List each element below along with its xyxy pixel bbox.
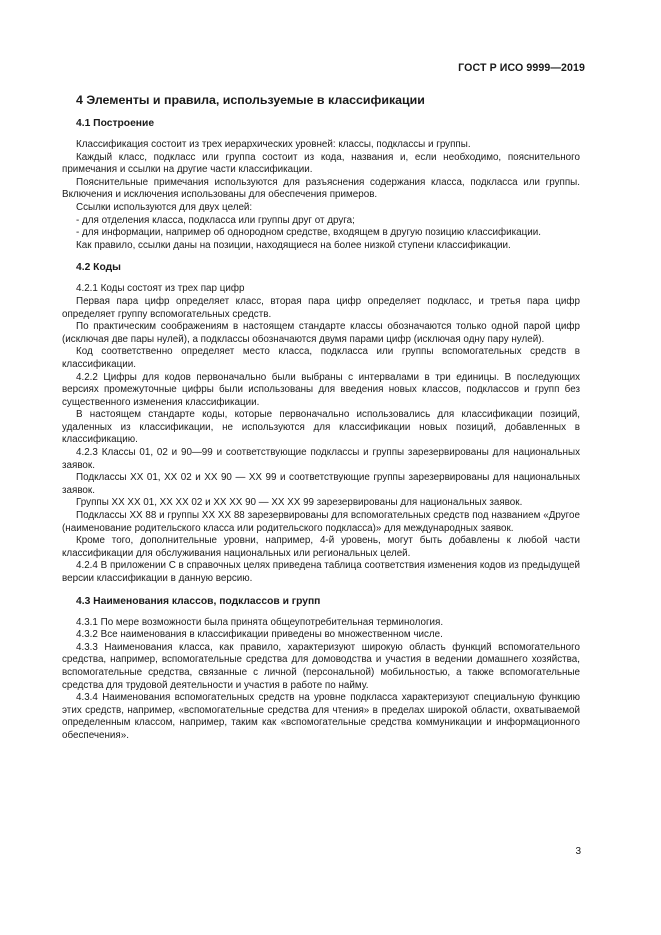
paragraph: 4.2.2 Цифры для кодов первоначально были выбраны с интервалами в три единицы. В последующих версиях промежуточные цифры были использованы для введения новых классов, подклассов и групп без существенного изменения классификации. bbox=[62, 371, 580, 408]
subsection-title-4-2: 4.2 Коды bbox=[76, 262, 121, 274]
paragraph: 4.2.3 Классы 01, 02 и 90—99 и соответствующие подклассы и группы зарезервированы для национальных заявок. bbox=[62, 447, 580, 471]
paragraph: Подклассы XX 88 и группы XX XX 88 зарезервированы для вспомогательных средств под названием «Другое (наименование родительского класса или родительского подкласса)» для международных заявок. bbox=[62, 510, 580, 534]
paragraph: В настоящем стандарте коды, которые первоначально использовались для классификации позиций, удаленных из классификации, не используются для классификации новых позиций, добавленных в классификацию. bbox=[62, 409, 580, 446]
paragraph: 4.2.1 Коды состоят из трех пар цифр bbox=[76, 283, 245, 295]
paragraph: Кроме того, дополнительные уровни, например, 4-й уровень, могут быть добавлены к любой части классификации для обслуживания национальных или региональных целей. bbox=[62, 535, 580, 559]
list-item: - для отделения класса, подкласса или группы друг от друга; bbox=[76, 214, 355, 226]
paragraph: Пояснительные примечания используются для разъяснения содержания класса, подкласса или группы. Включения и исключения использованы для обеспечения примеров. bbox=[62, 176, 580, 201]
paragraph: 4.3.3 Наименования класса, как правило, характеризуют широкую область функций вспомогательного средства, например, вспомогательные средства для домоводства и участия в ведении домашнего хозяйства, вспомогательные средства, связанные с личной (персональной) мобильностью, а также вспомогательные средства для трудовой деятельности и участия в работе по найму. bbox=[62, 641, 580, 691]
paragraph: По практическим соображениям в настоящем стандарте классы обозначаются только одной парой цифр (исключая две пары нулей), а подклассы обозначаются двумя парами цифр (исключая одну пару нулей). bbox=[62, 321, 580, 345]
paragraph: Как правило, ссылки даны на позиции, находящиеся на более низкой ступени классификации. bbox=[76, 239, 511, 251]
paragraph: Ссылки используются для двух целей: bbox=[76, 201, 253, 213]
paragraph: 4.2.4 В приложении С в справочных целях приведена таблица соответствия изменения кодов из предыдущей версии классификации в данную версию. bbox=[62, 560, 580, 584]
subsection-title-4-1: 4.1 Построение bbox=[76, 118, 155, 129]
page-number: 3 bbox=[575, 846, 581, 857]
paragraph: 4.3.4 Наименования вспомогательных средств на уровне подкласса характеризуют специальную функцию этих средств, например, «вспомогательные средства для чтения» в пределах широкой области, охватываемой определенным классом, например, таким как «вспомогательные средства коммуникации и информационного обеспечения». bbox=[62, 692, 580, 741]
paragraph: Классификация состоит из трех иерархических уровней: классы, подклассы и группы. bbox=[76, 139, 471, 150]
paragraph: Группы XX XX 01, XX XX 02 и XX XX 90 — XX XX 99 зарезервированы для национальных заявок. bbox=[76, 497, 523, 509]
paragraph: Каждый класс, подкласс или группа состоит из кода, названия и, если необходимо, пояснительного примечания и ссылки на другие части классификации. bbox=[62, 151, 580, 176]
paragraph: Первая пара цифр определяет класс, вторая пара цифр определяет подкласс, и третья пара цифр определяет группу вспомогательных средств. bbox=[62, 295, 580, 320]
list-item: - для информации, например об однородном средстве, входящем в другую позицию классификации. bbox=[76, 227, 541, 239]
subsection-title-4-3: 4.3 Наименования классов, подклассов и групп bbox=[76, 595, 321, 607]
document-code-header: ГОСТ Р ИСО 9999—2019 bbox=[458, 62, 585, 74]
paragraph: Подклассы XX 01, XX 02 и XX 90 — XX 99 и соответствующие группы зарезервированы для национальных заявок. bbox=[62, 472, 580, 496]
paragraph: 4.3.1 По мере возможности была принята общеупотребительная терминология. bbox=[76, 616, 444, 628]
paragraph: 4.3.2 Все наименования в классификации приведены во множественном числе. bbox=[76, 629, 443, 641]
paragraph: Код соответственно определяет место класса, подкласса или группы вспомогательных средств в классификации. bbox=[62, 346, 580, 370]
document-body bbox=[62, 92, 580, 743]
section-title: 4 Элементы и правила, используемые в классификации bbox=[76, 93, 425, 107]
